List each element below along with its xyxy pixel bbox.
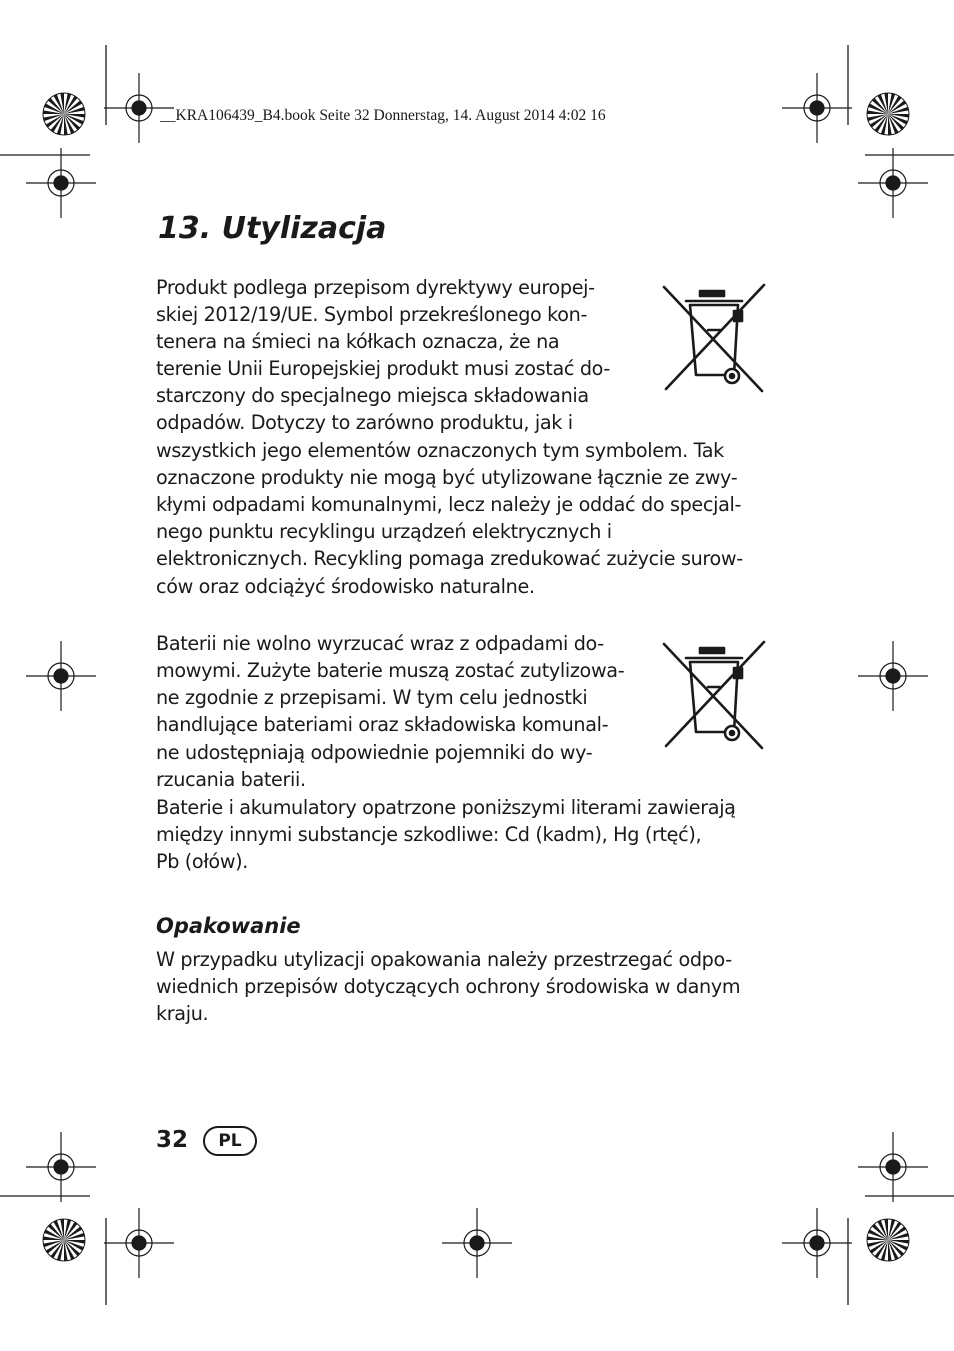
text-line: tenera na śmieci na kółkach oznacza, że na [156,330,560,353]
crosshair-registration-mark-icon [782,73,852,143]
text-line: kłymi odpadami komunalnymi, lecz należy je oddać do specjal- [156,493,742,516]
text-line: kraju. [156,1002,209,1025]
text-line: W przypadku utylizacji opakowania należy przestrzegać odpo- [156,948,732,971]
text-line: ne udostępniają odpowiednie pojemniki do wy- [156,741,593,764]
section-title: 13. Utylizacja [158,211,387,246]
text-line: rzucania baterii. [156,768,306,791]
text-line: wszystkich jego elementów oznaczonych tym symbolem. Tak [156,439,724,462]
book-header-info: __KRA106439_B4.book Seite 32 Donnerstag, 14. August 2014 4:02 16 [160,107,606,124]
page-number: 32 [156,1127,189,1153]
text-line: skiej 2012/19/UE. Symbol przekreślonego kon- [156,303,588,326]
crossed-out-wheelie-bin-icon [660,283,768,395]
text-line: Baterie i akumulatory opatrzone poniższymi literami zawierają [156,796,736,819]
crosshair-registration-mark-icon [26,1132,96,1202]
starburst-target-icon [42,92,86,136]
crosshair-registration-mark-icon [858,148,928,218]
text-line: terenie Unii Europejskiej produkt musi zostać do- [156,357,610,380]
text-line: Produkt podlega przepisom dyrektywy europej- [156,276,595,299]
crosshair-registration-mark-icon [442,1208,512,1278]
crosshair-registration-mark-icon [782,1208,852,1278]
text-line: handlujące bateriami oraz składowiska komunal- [156,713,609,736]
crosshair-registration-mark-icon [26,641,96,711]
starburst-target-icon [866,92,910,136]
text-line: wiednich przepisów dotyczących ochrony środowiska w danym [156,975,741,998]
text-line: Baterii nie wolno wyrzucać wraz z odpadami do- [156,632,604,655]
text-line: Pb (ołów). [156,850,249,873]
text-line: starczony do specjalnego miejsca składowania [156,384,589,407]
text-line: między innymi substancje szkodliwe: Cd (kadm), Hg (rtęć), [156,823,702,846]
text-line: elektronicznych. Recykling pomaga zredukować zużycie surow- [156,547,743,570]
crosshair-registration-mark-icon [858,1132,928,1202]
starburst-target-icon [866,1218,910,1262]
crossed-out-wheelie-bin-icon [660,640,768,752]
text-line: mowymi. Zużyte baterie muszą zostać zutylizowa- [156,659,625,682]
crosshair-registration-mark-icon [858,641,928,711]
crosshair-registration-mark-icon [104,1208,174,1278]
text-line: oznaczone produkty nie mogą być utylizowane łącznie ze zwy- [156,466,738,489]
language-badge: PL [203,1126,257,1156]
text-line: nego punktu recyklingu urządzeń elektrycznych i [156,520,612,543]
text-line: odpadów. Dotyczy to zarówno produktu, jak i [156,411,573,434]
text-line: ców oraz odciążyć środowisko naturalne. [156,575,535,598]
starburst-target-icon [42,1218,86,1262]
packaging-heading: Opakowanie [156,914,301,938]
crosshair-registration-mark-icon [26,148,96,218]
text-line: ne zgodnie z przepisami. W tym celu jednostki [156,686,588,709]
